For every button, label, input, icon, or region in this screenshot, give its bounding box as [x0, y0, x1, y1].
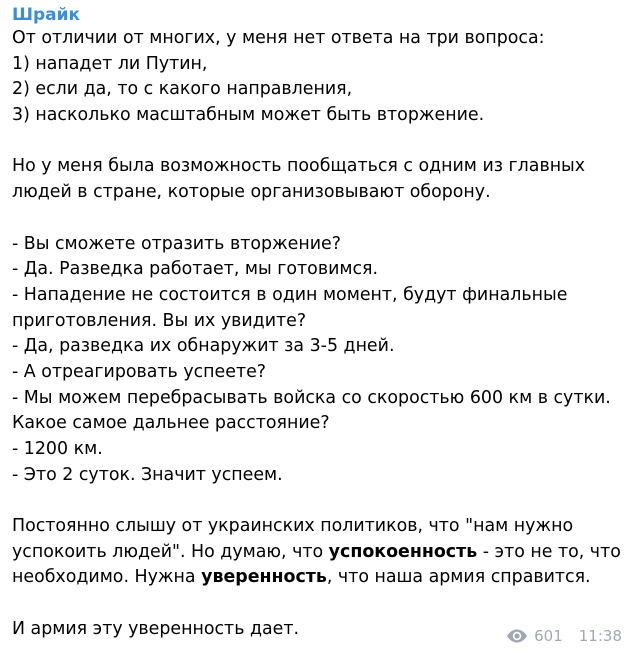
text-line: Какое самое дальнее расстояние?	[12, 413, 330, 434]
text-line: - Да. Разведка работает, мы готовимся.	[12, 259, 379, 280]
text-line: приготовления. Вы их увидите?	[12, 310, 307, 331]
text-line	[12, 565, 624, 591]
message-text	[12, 26, 624, 643]
message-meta	[506, 627, 622, 645]
text-line: - Да, разведка их обнаружит за 3-5 дней.	[12, 336, 395, 357]
text-span: необходимо. Нужна	[12, 567, 202, 588]
text-line: людей в стране, которые организовывают оборону.	[12, 182, 491, 203]
bold-text: уверенность	[201, 567, 327, 588]
message-time: 11:38	[578, 627, 622, 645]
blank-line	[12, 488, 624, 514]
text-line: 1) нападет ли Путин,	[12, 53, 208, 74]
eye-icon	[506, 629, 528, 643]
text-line: - 1200 км.	[12, 439, 103, 459]
text-line	[12, 540, 624, 566]
text-line: Но у меня была возможность пообщаться с одним из главных	[12, 156, 586, 177]
text-span: , что наша армия справится.	[326, 567, 591, 588]
text-line: - Вы сможете отразить вторжение?	[12, 233, 341, 254]
text-line: Постоянно слышу от украинских политиков, что "нам нужно	[12, 516, 574, 537]
blank-line	[12, 206, 624, 232]
author-name[interactable]: Шрайк	[12, 5, 81, 25]
text-line: - Нападение не состоится в один момент, будут финальные	[12, 284, 568, 305]
text-line: 3) насколько масштабным может быть вторжение.	[12, 105, 485, 126]
blank-line	[12, 591, 624, 617]
text-line: От отличии от многих, у меня нет ответа на три вопроса:	[12, 28, 545, 48]
blank-line	[12, 129, 624, 155]
text-line: 2) если да, то с какого направления,	[12, 79, 353, 100]
bold-text: успокоенность	[328, 541, 478, 562]
text-span: успокоить людей". Но думаю, что	[12, 541, 329, 562]
text-line: - Мы можем перебрасывать войска со скоростью 600 км в сутки.	[12, 387, 611, 408]
view-count: 601	[534, 627, 563, 645]
text-span: - это не то, что	[477, 541, 621, 562]
text-line: И армия эту уверенность дает.	[12, 618, 300, 639]
text-line: - А отреагировать успеете?	[12, 361, 267, 382]
text-line: - Это 2 суток. Значит успеем.	[12, 464, 283, 485]
